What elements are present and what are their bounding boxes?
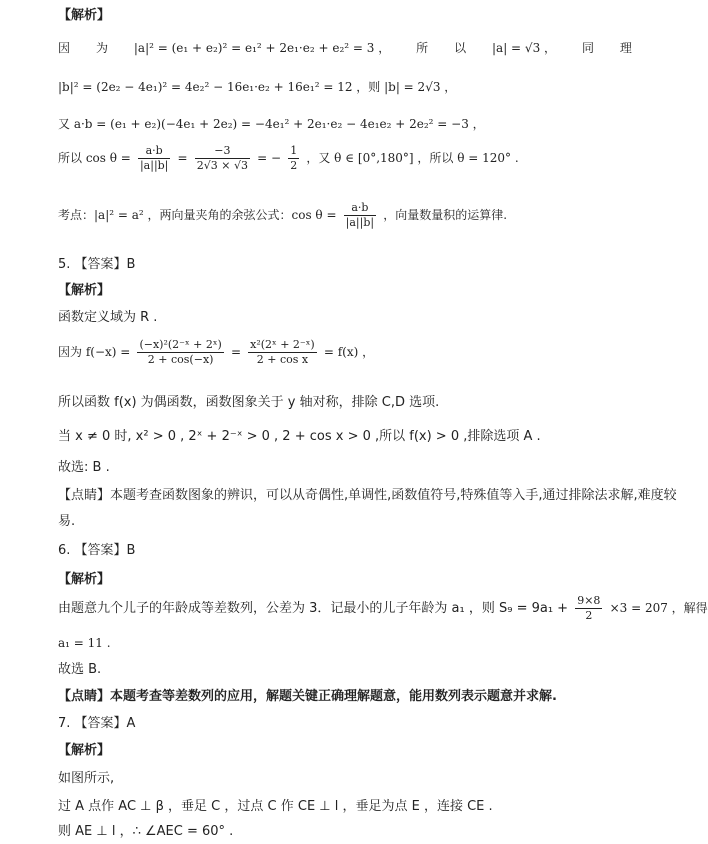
s1-l4-pre: 所以 cos θ =	[58, 151, 131, 165]
kaodian-post: ，向量数量积的运算律.	[383, 208, 508, 222]
q5-l2-pre: 因为 f(−x) =	[58, 345, 131, 359]
q5-jiexi-heading: 【解析】	[58, 283, 111, 298]
q6-line1	[58, 594, 708, 623]
s1-l4-f2-den: 2√3 × √3	[196, 159, 248, 172]
s1-l4-frac2	[195, 144, 250, 173]
q7-jiexi-heading: 【解析】	[58, 743, 111, 758]
s1-line3: 又 a·b = (e₁ + e₂)(−4e₁ + 2e₂) = −4e₁² + 2e₁·e₂ − 4e₁e₂ + 2e₂² = −3 ，	[58, 117, 485, 131]
kaodian-pre: 考点：|a|² = a² ，两向量夹角的余弦公式：cos θ =	[58, 208, 337, 222]
s1-l4-frac1	[138, 144, 170, 173]
q5-line2	[58, 338, 374, 367]
jiexi-heading-1: 【解析】	[58, 8, 111, 23]
q6-l1-f-num: 9×8	[577, 594, 601, 607]
q5-l2-eq: =	[230, 345, 241, 359]
q5-line5: 故选: B .	[58, 460, 110, 475]
q5-dianjing-1: 【点睛】本题考查函数图象的辨识，可以从奇偶性,单调性,函数值符号,特殊值等入手,通过排除法求解,难度较	[58, 488, 677, 503]
q6-l1-post: ×3 = 207 ，解得	[609, 601, 708, 615]
q5-line4: 当 x ≠ 0 时, x² > 0 , 2ˣ + 2⁻ˣ > 0 , 2 + cos x > 0 ,所以 f(x) > 0 ,排除选项 A .	[58, 429, 541, 444]
s1-line1-w7: 理	[619, 41, 632, 55]
s1-l4-post: ，又 θ ∈ [0°,180°] ，所以 θ = 120° .	[306, 151, 519, 165]
s1-l4-eq2: = −	[257, 151, 282, 165]
q6-answer: 6. 【答案】B	[58, 543, 136, 558]
kaodian-frac	[344, 201, 376, 230]
s1-line2: |b|² = (2e₂ − 4e₁)² = 4e₂² − 16e₁·e₂ + 16e₁² = 12 ，则 |b| = 2√3 ，	[58, 80, 457, 94]
s1-l4-f3-den: 2	[290, 159, 298, 172]
s1-l4-f1-num: a·b	[138, 144, 170, 159]
q6-line2: a₁ = 11 .	[58, 636, 111, 650]
q5-line1: 函数定义域为 R .	[58, 310, 158, 325]
s1-line1-w4: 以	[454, 41, 467, 55]
kaodian-line	[58, 201, 507, 230]
q6-l1-f-den: 2	[585, 609, 593, 622]
kaodian-f-num: a·b	[344, 201, 376, 216]
s1-l4-f1-den: |a||b|	[139, 159, 169, 172]
q5-l2-f1-den: 2 + cos(−x)	[147, 353, 214, 366]
q7-line1: 如图所示,	[58, 771, 115, 786]
q6-jiexi-heading: 【解析】	[58, 572, 111, 587]
q5-l2-f1-num: (−x)²(2⁻ˣ + 2ˣ)	[139, 338, 222, 351]
s1-l4-eq1: =	[177, 151, 188, 165]
q6-line3: 故选 B.	[58, 662, 102, 677]
s1-line1-w6: 同	[581, 41, 594, 55]
s1-l4-frac3	[288, 144, 299, 173]
q5-answer: 5. 【答案】B	[58, 257, 136, 272]
s1-line4	[58, 144, 519, 173]
s1-line1-w1: 为	[95, 41, 108, 55]
q6-dianjing: 【点睛】本题考查等差数列的应用，解题关键正确理解题意，能用数列表示题意并求解.	[58, 689, 557, 704]
kaodian-f-den: |a||b|	[345, 216, 375, 229]
q5-l2-f2-num: x²(2ˣ + 2⁻ˣ)	[250, 338, 315, 351]
q5-dianjing-2: 易.	[58, 514, 76, 529]
s1-l4-f2-num: −3	[195, 144, 250, 159]
q5-l2-post: = f(x) ，	[323, 345, 375, 359]
s1-line1-w2: |a|² = (e₁ + e₂)² = e₁² + 2e₁·e₂ + e₂² = 3 ，	[133, 41, 391, 55]
q6-l1-frac	[575, 594, 602, 623]
q5-l2-f2-den: 2 + cos x	[256, 353, 309, 366]
q5-l2-frac2	[248, 338, 317, 367]
q5-line3: 所以函数 f(x) 为偶函数，函数图象关于 y 轴对称，排除 C,D 选项.	[58, 395, 440, 410]
s1-line1-w0: 因	[58, 41, 71, 55]
s1-line1-w3: 所	[416, 41, 429, 55]
s1-line1	[58, 39, 632, 57]
q5-l2-frac1	[137, 338, 223, 367]
q7-answer: 7. 【答案】A	[58, 716, 136, 731]
q7-line2: 过 A 点作 AC ⊥ β ，垂足 C ，过点 C 作 CE ⊥ l ，垂足为点 E ，连接 CE .	[58, 799, 493, 814]
q7-line3: 则 AE ⊥ l ，∴ ∠AEC = 60° .	[58, 824, 234, 839]
s1-l4-f3-num: 1	[290, 144, 298, 157]
s1-line1-w5: |a| = √3 ，	[492, 41, 557, 55]
q6-l1-pre: 由题意九个儿子的年龄成等差数列，公差为 3．记最小的儿子年龄为 a₁ ，则 S₉ = 9a₁ +	[58, 601, 569, 616]
